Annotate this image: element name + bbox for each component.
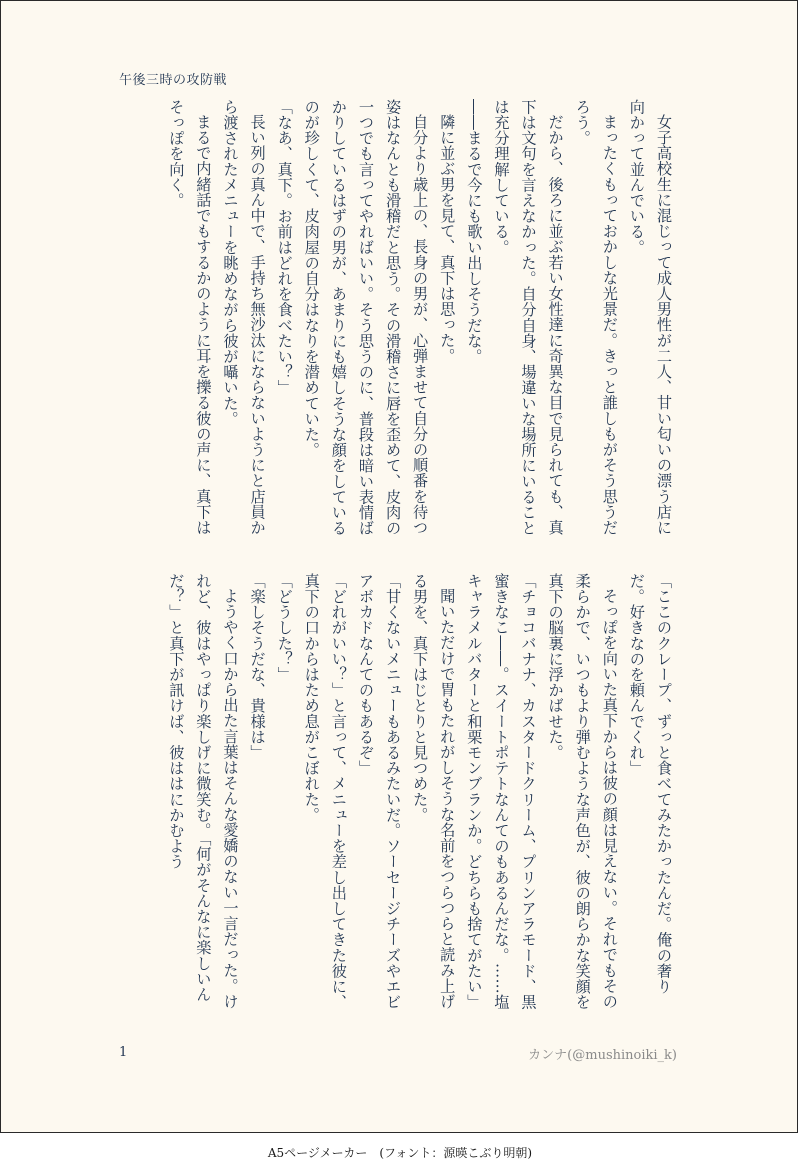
paragraph: 「甘くないメニューもあるみたいだ。ソーセージチーズやエビアボカドなんてのもあるぞ」 xyxy=(356,573,403,1010)
paragraph: まったくもっておかしな光景だ。きっと誰しもがそう思うだろう。 xyxy=(573,99,619,536)
paragraph: 「ここのクレープ、ずっと食べてみたかったんだ。俺の奢りだ。好きなのを頼んでくれ」 xyxy=(627,573,673,995)
upper-text-block xyxy=(107,99,677,539)
lower-text-block xyxy=(107,573,677,1011)
paragraph: 自分より歳上の、長身の男が、心弾ませて自分の順番を待つ姿はなんとも滑稽だと思う。その滑稽さに唇を歪めて、皮肉の一つでも言ってやればいい。そう思うのに、普段は暗い表情ばかりしているはずの男が、あまりにも嬉しそうな顔をしているのが珍しくて、皮肉屋の自分はなりを潜めていた。 xyxy=(302,99,430,536)
paragraph: 女子高校生に混じって成人男性が二人、甘い匂いの漂う店に向かって並んでいる。 xyxy=(627,99,673,536)
paragraph: ようやく口から出た言葉はそんな愛嬌のない一言だった。けれど、彼はやっぱり楽しげに微笑む。「何がそんなに楽しいんだ？」と真下が訊けば、彼ははにかむよう xyxy=(167,573,240,1010)
paragraph: 聞いただけで胃もたれがしそうな名前をつらつらと読み上げる男を、真下はじとりと見つめた。 xyxy=(411,573,457,1010)
paragraph: ――まるで今にも歌い出しそうだな。 xyxy=(465,99,484,365)
page-number: 1 xyxy=(119,1045,128,1060)
paragraph: 隣に並ぶ男を見て、真下は思った。 xyxy=(438,114,457,364)
author-credit: カンナ(@mushinoiki_k) xyxy=(528,1048,677,1063)
paragraph: 「どうした？」 xyxy=(275,573,294,683)
paragraph: 長い列の真ん中で、手持ち無沙汰にならないようにと店員から渡されたメニューを眺めながら彼が囁いた。 xyxy=(221,99,267,536)
paragraph: 「どれがいい？」と言って、メニューを差し出してきた彼に、真下の口からはため息がこぼれた。 xyxy=(302,573,348,1010)
running-title: 午後三時の攻防戦 xyxy=(119,73,228,88)
paragraph: 「なあ、真下。お前はどれを食べたい？」 xyxy=(275,99,294,396)
paragraph: 「楽しそうだな、貴様は」 xyxy=(248,573,267,761)
tool-caption: A5ページメーカー (フォント：源暎こぶり明朝) xyxy=(267,1146,533,1160)
paragraph: だから、後ろに並ぶ若い女性達に奇異な目で見られても、真下は文句を言えなかった。自分自身、場違いな場所にいることは充分理解している。 xyxy=(492,99,565,536)
paragraph: 「チョコバナナ、カスタードクリーム、プリンアラモード、黒蜜きなこ――。スイートポテトなんてのもあるんだな。……塩キャラメルバターと和栗モンブランか。どちらも捨てがたい」 xyxy=(465,573,538,1010)
paragraph: まるで内緒話でもするかのように耳を擽る彼の声に、真下はそっぽを向く。 xyxy=(167,99,213,536)
paragraph: そっぽを向いた真下からは彼の顔は見えない。それでもその柔らかで、いつもより弾むような声色が、彼の朗らかな笑顔を真下の脳裏に浮かばせた。 xyxy=(546,573,619,1010)
